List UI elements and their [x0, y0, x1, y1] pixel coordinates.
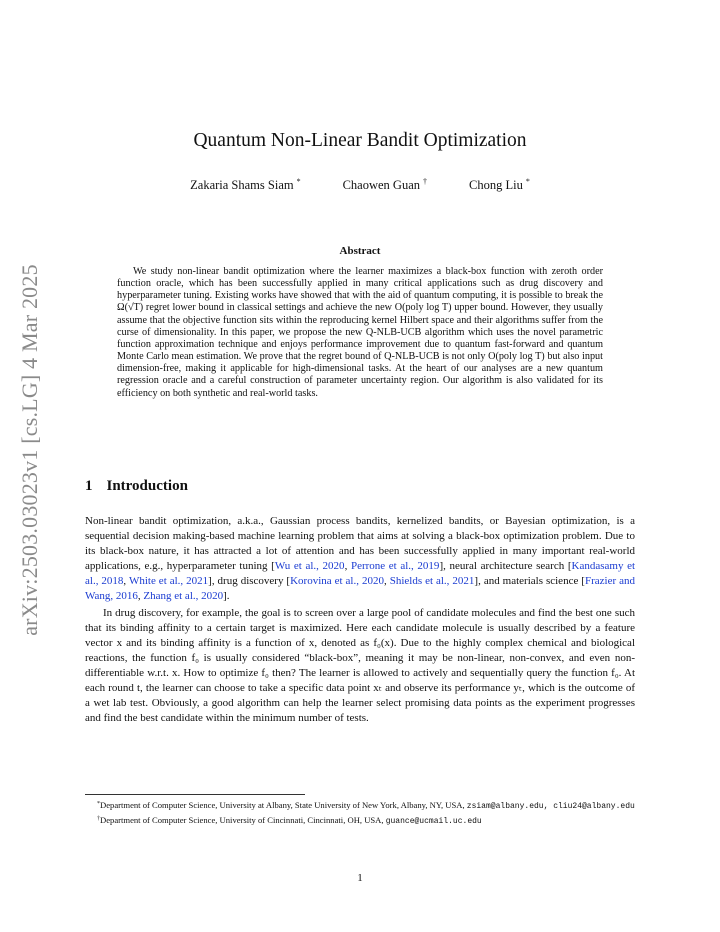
- footnote-rule: [85, 794, 305, 795]
- author: Chong Liu *: [469, 177, 530, 192]
- page-number: 1: [357, 872, 363, 884]
- citation-link[interactable]: Shields et al., 2021: [389, 575, 475, 587]
- author: Chaowen Guan †: [342, 177, 428, 192]
- paragraph: In drug discovery, for example, the goal is to screen over a large pool of candidate molecules and find the best one such that its binding affinity to a certain target is maximized. Here each candidate molecule is usually described by a feature vector x and its binding affinity is a function of x, denoted as f₀(x). Due to the highly complex chemical and biological reactions, the function f₀ is usually considered “black-box”, meaning it may be non-linear, non-convex, and even non-differentiable w.r.t. x. How to optimize f₀ then? The learner is allowed to actively and sequentially query the function f₀. At each round t, the learner can choose to take a specific data point xₜ and observe its performance yₜ, which is the outcome of a wet lab test. Obviously, a good algorithm can help the learner select promising data points as the experiment progresses and find the best candidate within the minimum number of tests.: [85, 607, 635, 724]
- citation-link[interactable]: Frazier and Wang, 2016: [85, 575, 635, 602]
- arxiv-id[interactable]: arXiv:2503.03023v1 [cs.LG] 4 Mar 2025: [17, 264, 42, 636]
- arxiv-watermark: [10, 250, 50, 650]
- email-address[interactable]: zsiam@albany.edu, cliu24@albany.edu: [466, 802, 635, 811]
- author-list: [85, 177, 635, 193]
- footnote: *Department of Computer Science, University at Albany, State University of New York, Albany, NY, USA, zsiam@albany.edu, cliu24@albany.edu: [97, 800, 635, 811]
- footnotes: [85, 798, 635, 828]
- citation-link[interactable]: Korovina et al., 2020: [290, 575, 384, 587]
- intro-body: [85, 514, 635, 726]
- abstract-heading: Abstract: [339, 245, 381, 257]
- section-heading: [85, 478, 188, 495]
- citation-link[interactable]: Kandasamy et al., 2018: [85, 560, 636, 587]
- citation-link[interactable]: White et al., 2021: [128, 575, 209, 587]
- footnote: †Department of Computer Science, University of Cincinnati, Cincinnati, OH, USA, guance@ucmail.uc.edu: [97, 815, 482, 826]
- section-title: Introduction: [106, 478, 188, 494]
- section-number: 1: [85, 478, 93, 494]
- citation-link[interactable]: Wu et al., 2020: [274, 560, 345, 572]
- paragraph: Non-linear bandit optimization, a.k.a., Gaussian process bandits, kernelized bandits, or Bayesian optimization, is a sequential decision making-based machine learning problem that aims at solving a black-box optimization problem. Due to its black-box nature, it has attracted a lot of attention and has been successfully applied in many important real-world applications, e.g., hyperparameter tuning [Wu et al., 2020, Perrone et al., 2019], neural architecture search [Kandasamy et al., 2018, White et al., 2021], drug discovery [Korovina et al., 2020, Shields et al., 2021], and materials science [Frazier and Wang, 2016, Zhang et al., 2020].: [85, 515, 636, 602]
- author: Zakaria Shams Siam *: [190, 177, 301, 192]
- abstract-text: We study non-linear bandit optimization where the learner maximizes a black-box function with zeroth order function oracle, which has been successfully applied in many critical applications such as drug discovery and hyperparameter tuning. Existing works have showed that with the aid of quantum computing, it is possible to break the Ω(√T) regret lower bound in classical settings and achieve the new O(poly log T) upper bound. However, they usually assume that the objective function sits within the reproducing kernel Hilbert space and their algorithms suffer from the curse of dimensionality. In this paper, we propose the new Q-NLB-UCB algorithm which uses the novel parametric function approximation technique and enjoys performance improvement due to quantum fast-forward and quantum Monte Carlo mean estimation. We prove that the regret bound of Q-NLB-UCB is not only O(poly log T) but also input dimension-free, making it applicable for high-dimensional tasks. At the heart of our analyses are a new quantum regression oracle and a careful construction of parameter uncertainty region. Our algorithm is also validated for its efficiency on both synthetic and real-world tasks.: [117, 266, 603, 399]
- email-address[interactable]: guance@ucmail.uc.edu: [385, 817, 482, 826]
- paper-title: Quantum Non-Linear Bandit Optimization: [193, 130, 527, 151]
- citation-link[interactable]: Zhang et al., 2020: [143, 590, 224, 602]
- citation-link[interactable]: Perrone et al., 2019: [350, 560, 440, 572]
